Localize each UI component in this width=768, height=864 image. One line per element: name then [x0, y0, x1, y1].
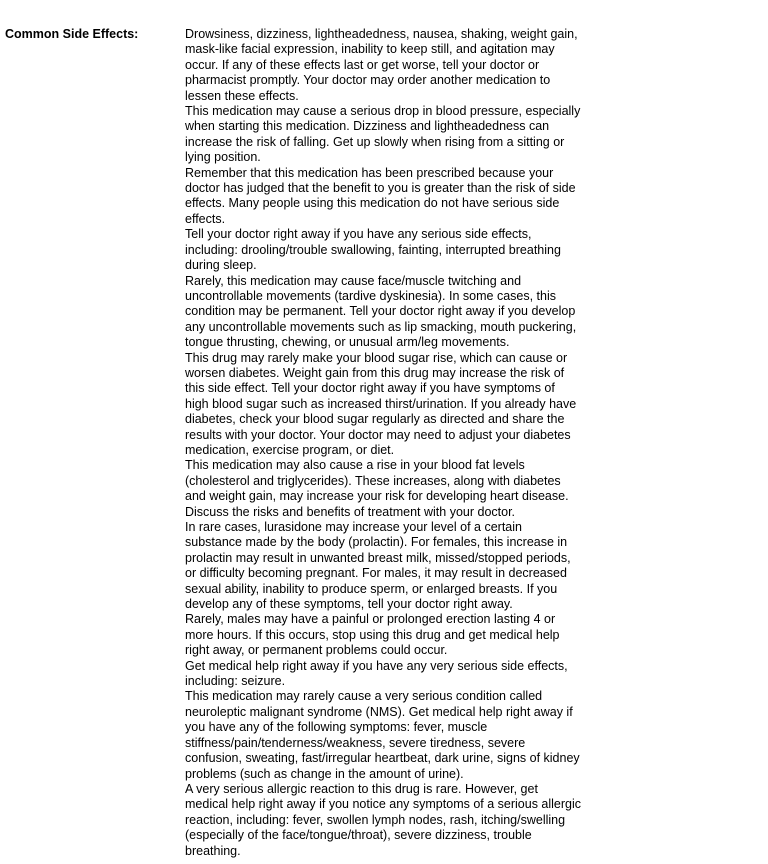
text-line: effects. — [185, 211, 226, 226]
text-line: Tell your doctor right away if you have any serious side effects, — [185, 227, 532, 242]
text-line: lessen these effects. — [185, 88, 299, 103]
text-line: mask-like facial expression, inability to keep still, and agitation may — [185, 42, 555, 57]
text-line: doctor has judged that the benefit to you is greater than the risk of side — [185, 181, 576, 196]
text-line: This medication may also cause a rise in your blood fat levels — [185, 458, 525, 473]
text-line: or difficulty becoming pregnant. For males, it may result in decreased — [185, 566, 567, 581]
text-line: any uncontrollable movements such as lip smacking, mouth puckering, — [185, 319, 577, 334]
text-line: Rarely, males may have a painful or prolonged erection lasting 4 or — [185, 612, 556, 627]
paragraph — [185, 689, 625, 781]
text-line: medical help right away if you notice any symptoms of a serious allergic — [185, 797, 582, 812]
text-line: substance made by the body (prolactin). For females, this increase in — [185, 535, 568, 550]
text-line: results with your doctor. Your doctor may need to adjust your diabetes — [185, 427, 571, 442]
text-line: effects. Many people using this medication do not have serious side — [185, 196, 560, 211]
field-label: Common Side Effects: — [5, 27, 139, 41]
side-effects-text — [185, 27, 625, 859]
text-line: prolactin may result in unwanted breast milk, missed/stopped periods, — [185, 550, 571, 565]
text-line: This medication may rarely cause a very serious condition called — [185, 689, 543, 704]
text-line: sexual ability, inability to produce sperm, or enlarged breasts. If you — [185, 581, 558, 596]
text-line: lying position. — [185, 150, 261, 165]
paragraph — [185, 782, 625, 859]
text-line: tongue thrusting, chewing, or unusual arm/leg movements. — [185, 335, 510, 350]
text-line: problems (such as change in the amount of urine). — [185, 766, 464, 781]
text-line: more hours. If this occurs, stop using this drug and get medical help — [185, 627, 560, 642]
text-line: diabetes, check your blood sugar regularly as directed and share the — [185, 412, 565, 427]
text-line: confusion, sweating, fast/irregular heartbeat, dark urine, signs of kidney — [185, 751, 580, 766]
text-line: (cholesterol and triglycerides). These increases, along with diabetes — [185, 473, 561, 488]
text-line: including: drooling/trouble swallowing, fainting, interrupted breathing — [185, 242, 561, 257]
paragraph — [185, 104, 625, 166]
paragraph — [185, 166, 625, 228]
paragraph — [185, 27, 625, 104]
paragraph — [185, 520, 625, 612]
text-line: right away, or permanent problems could occur. — [185, 643, 448, 658]
paragraph — [185, 458, 625, 520]
text-line: Rarely, this medication may cause face/muscle twitching and — [185, 273, 522, 288]
text-line: medication, exercise program, or diet. — [185, 442, 395, 457]
text-line: stiffness/pain/tenderness/weakness, severe tiredness, severe — [185, 735, 526, 750]
text-line: you have any of the following symptoms: fever, muscle — [185, 720, 488, 735]
text-line: develop any of these symptoms, tell your doctor right away. — [185, 597, 513, 612]
text-line: uncontrollable movements (tardive dyskinesia). In some cases, this — [185, 288, 556, 303]
text-line: breathing. — [185, 843, 241, 858]
text-line: during sleep. — [185, 258, 257, 273]
text-line: and weight gain, may increase your risk for developing heart disease. — [185, 489, 569, 504]
text-line: (especially of the face/tongue/throat), severe dizziness, trouble — [185, 828, 532, 843]
text-line: A very serious allergic reaction to this drug is rare. However, get — [185, 781, 538, 796]
text-line: neuroleptic malignant syndrome (NMS). Get medical help right away if — [185, 704, 573, 719]
text-line: high blood sugar such as increased thirst/urination. If you already have — [185, 396, 577, 411]
paragraph — [185, 612, 625, 658]
paragraph — [185, 227, 625, 273]
text-line: This drug may rarely make your blood sugar rise, which can cause or — [185, 350, 568, 365]
text-line: Drowsiness, dizziness, lightheadedness, nausea, shaking, weight gain, — [185, 27, 578, 41]
paragraph — [185, 659, 625, 690]
text-line: pharmacist promptly. Your doctor may order another medication to — [185, 73, 551, 88]
text-line: this side effect. Tell your doctor right away if you have symptoms of — [185, 381, 555, 396]
text-line: occur. If any of these effects last or get worse, tell your doctor or — [185, 57, 540, 72]
text-line: This medication may cause a serious drop in blood pressure, especially — [185, 104, 581, 119]
paragraph — [185, 274, 625, 351]
text-line: condition may be permanent. Tell your doctor right away if you develop — [185, 304, 576, 319]
text-line: reaction, including: fever, swollen lymph nodes, rash, itching/swelling — [185, 812, 566, 827]
paragraph — [185, 351, 625, 459]
text-line: increase the risk of falling. Get up slowly when rising from a sitting or — [185, 134, 565, 149]
text-line: worsen diabetes. Weight gain from this drug may increase the risk of — [185, 365, 565, 380]
text-line: Discuss the risks and benefits of treatment with your doctor. — [185, 504, 516, 519]
text-line: Remember that this medication has been prescribed because your — [185, 165, 554, 180]
text-line: including: seizure. — [185, 674, 286, 689]
text-line: In rare cases, lurasidone may increase your level of a certain — [185, 520, 522, 534]
text-line: when starting this medication. Dizziness and lightheadedness can — [185, 119, 550, 134]
text-line: Get medical help right away if you have any very serious side effects, — [185, 658, 568, 673]
